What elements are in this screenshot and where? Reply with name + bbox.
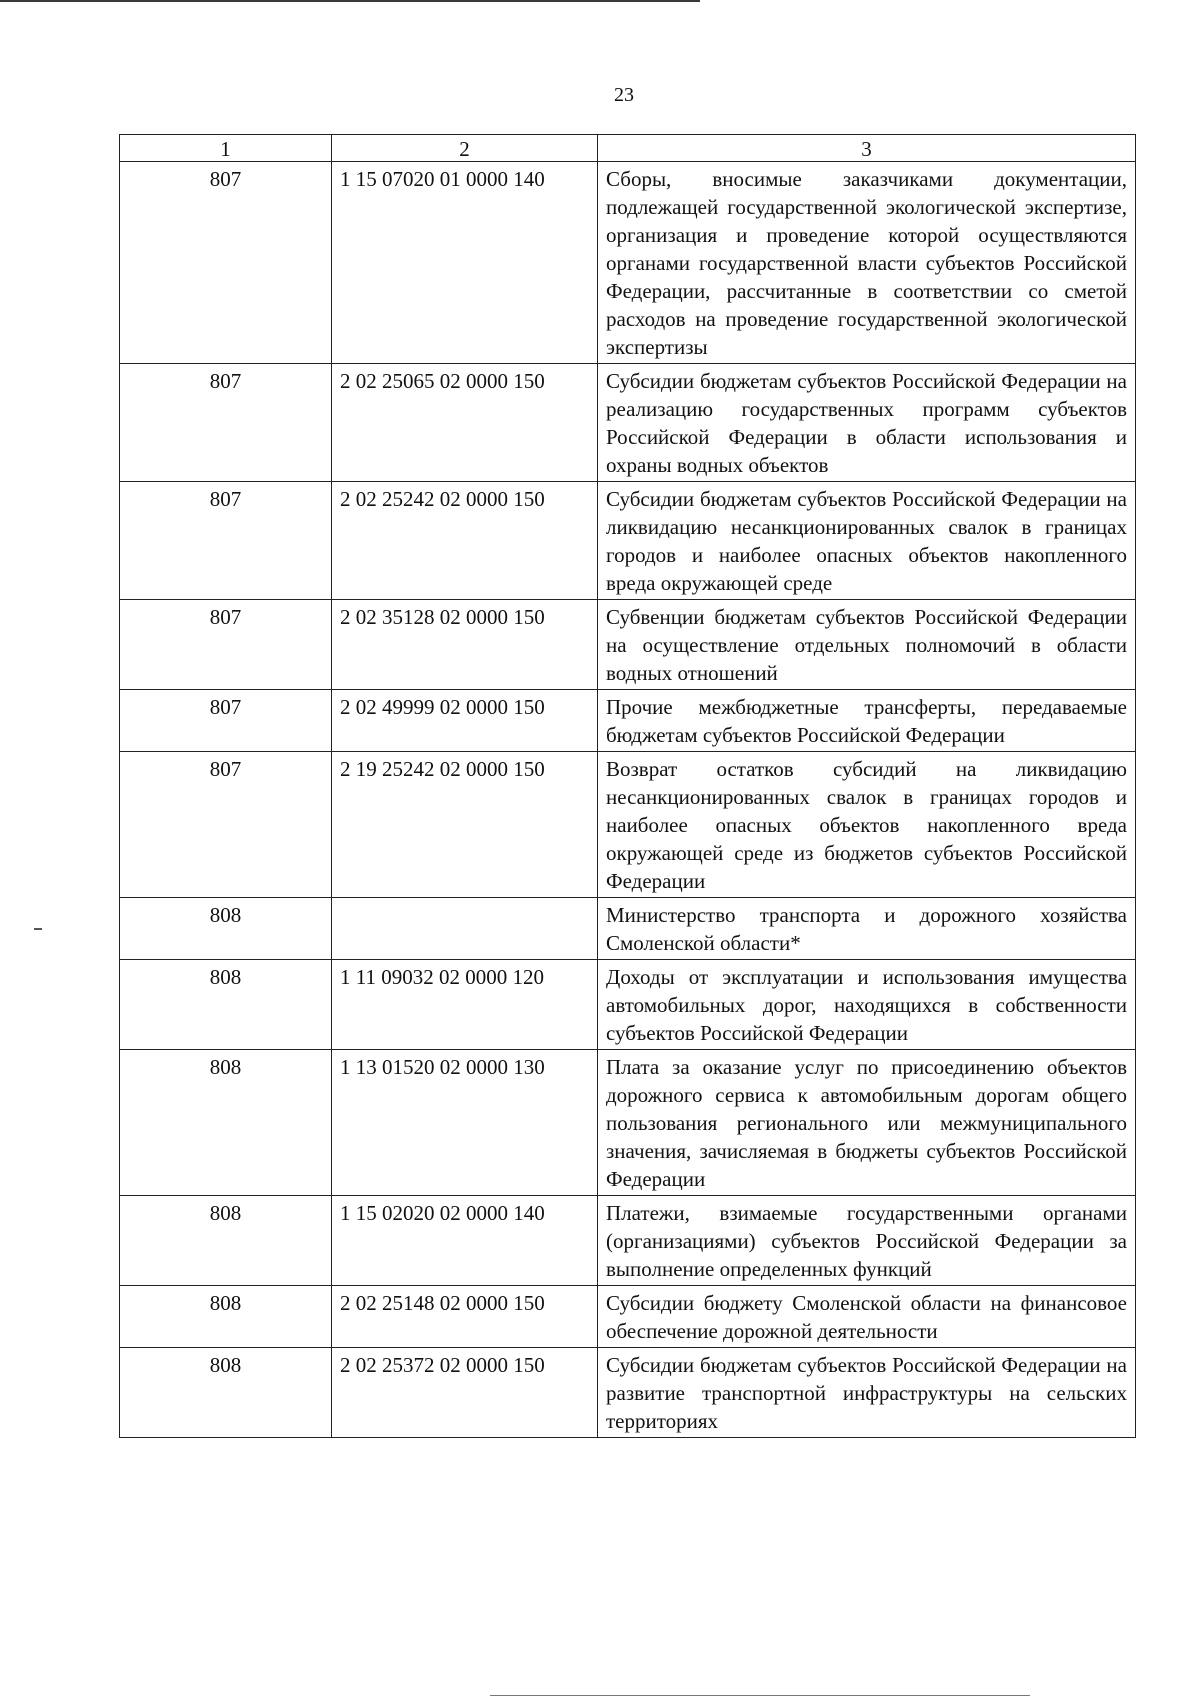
revenue-code-cell: 1 15 02020 02 0000 140 [332, 1196, 598, 1286]
table-row [120, 898, 1136, 960]
revenue-description-cell: Возврат остатков субсидий на ликвидацию несанкционированных свалок в границах городов и наиболее опасных объектов накопленного вреда окружающей среде из бюджетов субъектов Российской Федерации [598, 752, 1136, 898]
budget-revenue-table [119, 134, 1136, 1438]
admin-code-cell: 808 [120, 960, 332, 1050]
admin-code-cell: 807 [120, 482, 332, 600]
page-number: 23 [614, 84, 634, 106]
revenue-description-cell: Сборы, вносимые заказчиками документации, подлежащей государственной экологической экспертизе, организация и проведение которой осуществляются органами государственной власти субъектов Российской Федерации, рассчитанные в соответствии со сметой расходов на проведение государственной экологической экспертизы [598, 162, 1136, 364]
revenue-description-cell: Субвенции бюджетам субъектов Российской Федерации на осуществление отдельных полномочий в области водных отношений [598, 600, 1136, 690]
column-header-1: 1 [120, 135, 332, 162]
revenue-code-cell [332, 898, 598, 960]
revenue-description-cell: Субсидии бюджетам субъектов Российской Федерации на развитие транспортной инфраструктуры на сельских территориях [598, 1348, 1136, 1438]
revenue-code-cell: 2 02 35128 02 0000 150 [332, 600, 598, 690]
revenue-code-cell: 1 13 01520 02 0000 130 [332, 1050, 598, 1196]
table-row [120, 162, 1136, 364]
revenue-code-cell: 2 02 25372 02 0000 150 [332, 1348, 598, 1438]
table-row [120, 1196, 1136, 1286]
revenue-code-cell: 2 19 25242 02 0000 150 [332, 752, 598, 898]
admin-code-cell: 807 [120, 752, 332, 898]
revenue-code-cell: 2 02 25148 02 0000 150 [332, 1286, 598, 1348]
revenue-description-cell: Прочие межбюджетные трансферты, передаваемые бюджетам субъектов Российской Федерации [598, 690, 1136, 752]
revenue-description-cell: Субсидии бюджетам субъектов Российской Федерации на ликвидацию несанкционированных свалок в границах городов и наиболее опасных объектов накопленного вреда окружающей среде [598, 482, 1136, 600]
scan-artifact-mark [34, 928, 42, 930]
column-header-2: 2 [332, 135, 598, 162]
revenue-code-cell: 1 11 09032 02 0000 120 [332, 960, 598, 1050]
admin-code-cell: 807 [120, 690, 332, 752]
revenue-code-cell: 1 15 07020 01 0000 140 [332, 162, 598, 364]
revenue-description-cell: Плата за оказание услуг по присоединению объектов дорожного сервиса к автомобильным дорогам общего пользования регионального или межмуниципального значения, зачисляемая в бюджеты субъектов Российской Федерации [598, 1050, 1136, 1196]
table-row [120, 364, 1136, 482]
revenue-code-cell: 2 02 25065 02 0000 150 [332, 364, 598, 482]
table-row [120, 482, 1136, 600]
admin-code-cell: 807 [120, 600, 332, 690]
scan-edge-line-top [0, 0, 700, 2]
revenue-code-cell: 2 02 49999 02 0000 150 [332, 690, 598, 752]
table-row [120, 690, 1136, 752]
table-header-row [120, 135, 1136, 162]
revenue-description-cell: Платежи, взимаемые государственными органами (организациями) субъектов Российской Федерации за выполнение определенных функций [598, 1196, 1136, 1286]
table-row [120, 600, 1136, 690]
revenue-description-cell: Доходы от эксплуатации и использования имущества автомобильных дорог, находящихся в собственности субъектов Российской Федерации [598, 960, 1136, 1050]
table-row [120, 1286, 1136, 1348]
table-row [120, 960, 1136, 1050]
admin-code-cell: 808 [120, 898, 332, 960]
revenue-description-cell: Субсидии бюджетам субъектов Российской Федерации на реализацию государственных программ субъектов Российской Федерации в области использования и охраны водных объектов [598, 364, 1136, 482]
revenue-description-cell: Министерство транспорта и дорожного хозяйства Смоленской области* [598, 898, 1136, 960]
revenue-code-cell: 2 02 25242 02 0000 150 [332, 482, 598, 600]
admin-code-cell: 808 [120, 1348, 332, 1438]
scan-edge-line-bottom [490, 1695, 1030, 1697]
admin-code-cell: 808 [120, 1196, 332, 1286]
table-row [120, 1348, 1136, 1438]
admin-code-cell: 807 [120, 364, 332, 482]
admin-code-cell: 808 [120, 1050, 332, 1196]
revenue-description-cell: Субсидии бюджету Смоленской области на финансовое обеспечение дорожной деятельности [598, 1286, 1136, 1348]
admin-code-cell: 807 [120, 162, 332, 364]
admin-code-cell: 808 [120, 1286, 332, 1348]
table-row [120, 1050, 1136, 1196]
table-row [120, 752, 1136, 898]
column-header-3: 3 [598, 135, 1136, 162]
